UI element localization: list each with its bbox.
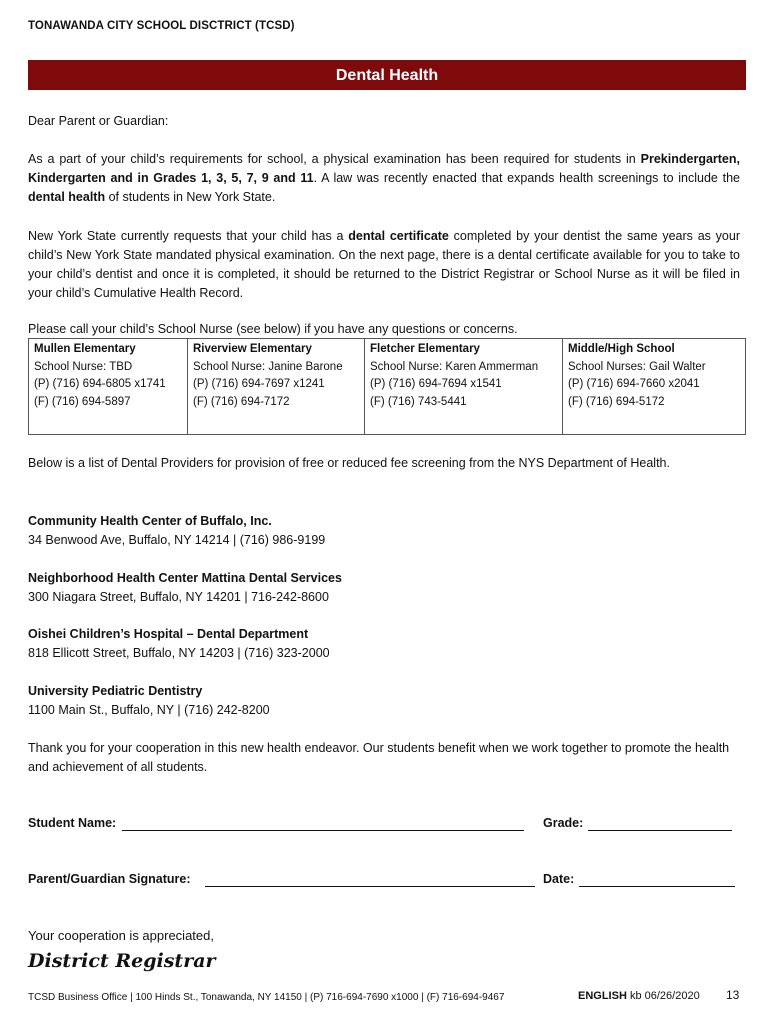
school-fax: (F) (716) 694-5172 [568, 395, 665, 408]
paragraph-thank-you: Thank you for your cooperation in this new health endeavor. Our students benefit when we work together to promote the health and achievement of all students. [28, 741, 730, 774]
date-field[interactable] [579, 886, 735, 887]
paragraph-text: . A law was recently enacted that expands health screenings to include the [313, 171, 740, 185]
dental-certificate-emphasis: dental certificate [348, 229, 449, 243]
school-phone: (P) (716) 694-7697 x1241 [193, 378, 325, 390]
provider-name: Community Health Center of Buffalo, Inc. [28, 514, 272, 528]
school-fax: (F) (716) 694-5897 [34, 395, 131, 408]
provider-address: 818 Ellicott Street, Buffalo, NY 14203 | (716) 323-2000 [28, 646, 330, 660]
footer-address: TCSD Business Office | 100 Hinds St., Tonawanda, NY 14150 | (P) 716-694-7690 x1000 | (F) 716-694-9467 [28, 992, 505, 1003]
provider-entry [28, 682, 270, 720]
table-cell [365, 339, 563, 435]
closing-text: Your cooperation is appreciated, [28, 928, 214, 943]
school-name: Mullen Elementary [34, 343, 136, 355]
provider-entry [28, 569, 342, 607]
provider-name: University Pediatric Dentistry [28, 684, 203, 698]
school-fax: (F) (716) 694-7172 [193, 395, 290, 408]
signature-label: Parent/Guardian Signature: [28, 872, 191, 886]
school-phone: (P) (716) 694-7694 x1541 [370, 378, 502, 390]
table-row [29, 339, 746, 435]
salutation: Dear Parent or Guardian: [28, 114, 169, 128]
paragraph-requirements [28, 150, 740, 207]
grade-label: Grade: [543, 816, 584, 830]
student-name-label: Student Name: [28, 816, 117, 830]
paragraph-text: of students in New York State. [105, 190, 276, 204]
paragraph-text: As a part of your child’s requirements for school, a physical examination has been required for students in [28, 152, 641, 166]
provider-name: Neighborhood Health Center Mattina Dental Services [28, 571, 342, 585]
grade-field[interactable] [588, 830, 732, 831]
table-cell [29, 339, 188, 435]
school-nurse: School Nurse: TBD [34, 360, 133, 373]
language-label: ENGLISH [578, 990, 627, 1002]
dental-health-emphasis: dental health [28, 190, 106, 204]
page-title: Dental Health [335, 67, 439, 84]
provider-entry [28, 625, 330, 663]
school-nurse: School Nurses: Gail Walter [568, 360, 706, 373]
provider-address: 34 Benwood Ave, Buffalo, NY 14214 | (716) 986-9199 [28, 533, 326, 547]
paragraph-providers-intro: Below is a list of Dental Providers for provision of free or reduced fee screening from the NYS Department of Health. [28, 456, 670, 470]
school-name: Fletcher Elementary [370, 343, 480, 355]
title-banner [28, 60, 746, 90]
school-name: Riverview Elementary [193, 343, 312, 355]
paragraph-text: New York State currently requests that your child has a [28, 229, 349, 243]
school-nurse: School Nurse: Janine Barone [193, 360, 343, 373]
table-cell [563, 339, 746, 435]
school-nurse: School Nurse: Karen Ammerman [370, 360, 539, 373]
school-phone: (P) (716) 694-6805 x1741 [34, 378, 166, 390]
school-phone: (P) (716) 694-7660 x2041 [568, 378, 700, 390]
provider-name: Oishei Children’s Hospital – Dental Department [28, 627, 309, 641]
signature-field[interactable] [205, 886, 535, 887]
paragraph-contact-nurse: Please call your child’s School Nurse (see below) if you have any questions or concerns. [28, 322, 518, 336]
provider-address: 1100 Main St., Buffalo, NY | (716) 242-8200 [28, 703, 270, 717]
footer-language [578, 990, 700, 1002]
grades-emphasis: Prekindergarten, Kindergarten and in Grades 1, 3, 5, 7, 9 and 11 [28, 152, 740, 185]
school-name: Middle/High School [568, 343, 675, 355]
version-label: kb 06/26/2020 [626, 990, 700, 1002]
provider-entry [28, 512, 325, 550]
student-name-field[interactable] [122, 830, 524, 831]
district-header: TONAWANDA CITY SCHOOL DISCTRICT (TCSD) [28, 20, 295, 32]
paragraph-text: completed by your dentist the same years as your child’s New York State mandated physical examination. On the next page, there is a dental certificate available for you to take to your child’s dentist and once it is completed, it should be returned to the District Registrar or School Nurse as it will be filed in your child’s Cumulative Health Record. [28, 229, 740, 300]
table-cell [188, 339, 365, 435]
paragraph-certificate [28, 227, 740, 303]
registrar-signature: District Registrar [28, 950, 216, 972]
school-nurse-table [28, 338, 746, 435]
provider-address: 300 Niagara Street, Buffalo, NY 14201 | 716-242-8600 [28, 590, 329, 604]
date-label: Date: [543, 872, 575, 886]
page-number: 13 [726, 988, 740, 1002]
school-fax: (F) (716) 743-5441 [370, 395, 467, 408]
